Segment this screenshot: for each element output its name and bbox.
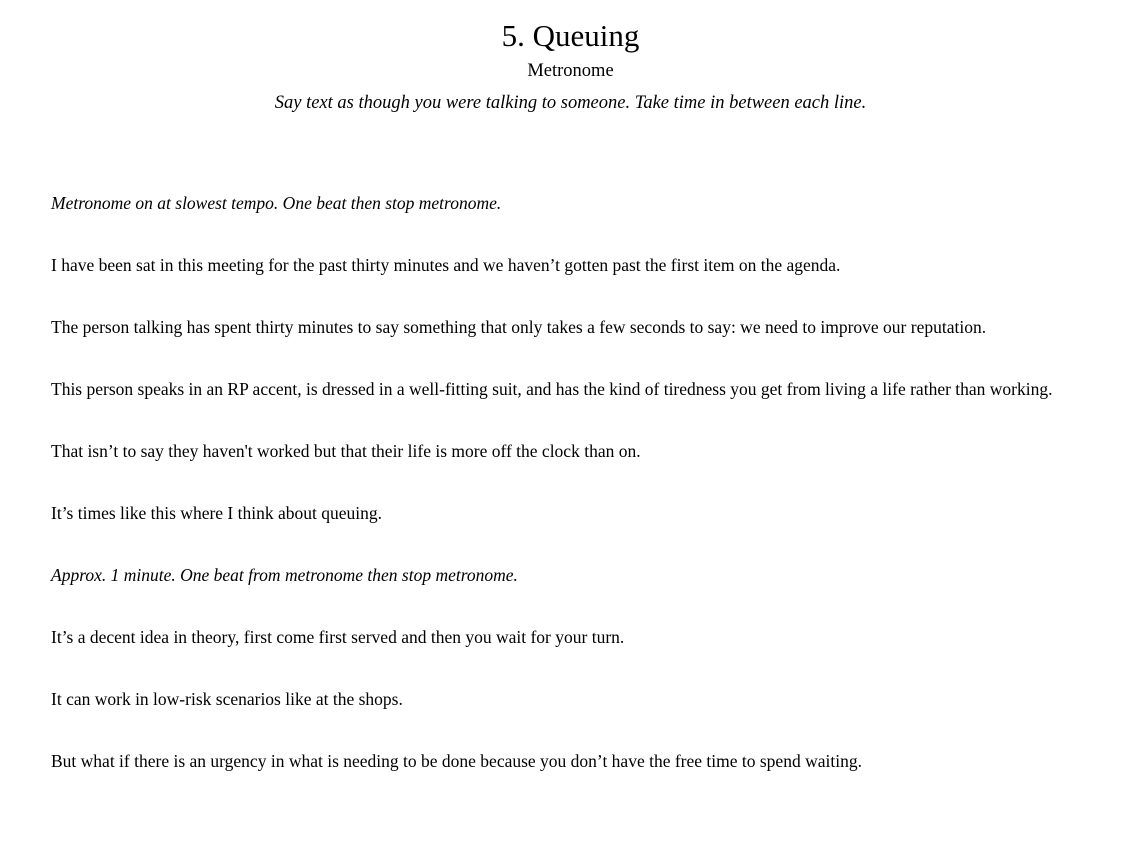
stage-direction: Approx. 1 minute. One beat from metronome then stop metronome. [51, 565, 518, 585]
paragraph: The person talking has spent thirty minutes to say something that only takes a few seconds to say: we need to improve our reputation. [51, 317, 987, 337]
paragraph: It can work in low-risk scenarios like at the shops. [51, 689, 403, 709]
paragraph: It’s a decent idea in theory, first come first served and then you wait for your turn. [51, 627, 625, 647]
paragraph: But what if there is an urgency in what is needing to be done because you don’t have the free time to spend waiting. [51, 751, 862, 771]
paragraph: It’s times like this where I think about queuing. [51, 503, 382, 523]
paragraph: This person speaks in an RP accent, is dressed in a well-fitting suit, and has the kind of tiredness you get from living a life rather than working. [51, 379, 1053, 399]
paragraph: That isn’t to say they haven't worked but that their life is more off the clock than on. [51, 441, 641, 461]
performance-instruction: Say text as though you were talking to someone. Take time in between each line. [274, 93, 867, 113]
document-header [51, 18, 1090, 116]
paragraph: I have been sat in this meeting for the past thirty minutes and we haven’t gotten past the first item on the agenda. [51, 255, 841, 275]
stage-direction: Metronome on at slowest tempo. One beat then stop metronome. [51, 193, 502, 213]
document-body [51, 188, 1090, 777]
page-title: 5. Queuing [501, 18, 640, 53]
page-subtitle: Metronome [527, 61, 614, 81]
